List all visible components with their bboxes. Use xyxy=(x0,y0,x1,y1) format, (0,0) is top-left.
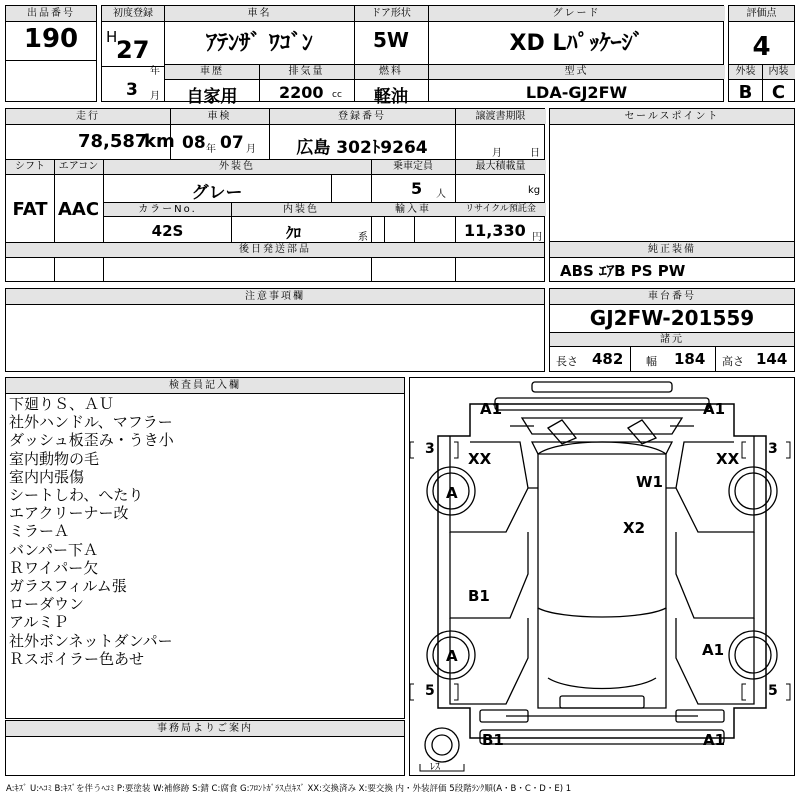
aircon-value: AAC xyxy=(57,199,100,220)
load-unit: kg xyxy=(528,185,541,196)
month-value: 3 xyxy=(126,80,138,100)
tire-depth-front-left: 3 xyxy=(425,441,435,457)
inspection-year-unit: 年 xyxy=(206,144,216,155)
lot-number-label: 出品番号 xyxy=(6,6,96,22)
note-line: Ｒスポイラー色あせ xyxy=(9,649,145,668)
tire-depth-rear-left: 5 xyxy=(425,683,435,699)
month-unit: 月 xyxy=(150,91,160,102)
transfer-label: 譲渡書期限 xyxy=(455,109,546,124)
width-label: 幅 xyxy=(646,355,657,368)
note-line: 室内内張傷 xyxy=(9,467,85,486)
code-fender-right: XX xyxy=(716,450,740,468)
type-label: 型式 xyxy=(428,65,725,79)
displacement-label: 排気量 xyxy=(259,65,354,79)
code-front-left: A1 xyxy=(480,400,503,418)
legend-text: A:ｷｽﾞ U:ﾍｺﾐ B:ｷｽﾞを伴うﾍｺﾐ P:要塗装 W:補修跡 S:錆 C:腐食 G:ﾌﾛﾝﾄｶﾞﾗｽ点ｷｽﾞ XX:交換済み X:要交換 内・外装評価 5段階ﾗﾝｸ順(A・B・C・D・E) 1 xyxy=(6,784,572,794)
inspector-notes-box xyxy=(5,377,405,719)
plate-label: 登録番号 xyxy=(269,109,455,124)
interior-score-label: 内装 xyxy=(762,65,795,79)
inspection-month: 07 xyxy=(220,133,244,153)
code-wheel-rear-left: A xyxy=(446,647,458,665)
shift-label: シフト xyxy=(6,160,54,174)
length-value: 482 xyxy=(592,350,624,368)
score-box xyxy=(728,5,795,102)
caution-label: 注意事項欄 xyxy=(6,289,544,305)
color-number-label: カラーNo. xyxy=(104,203,231,216)
displacement-unit: cc xyxy=(332,90,342,100)
equipment-label: 純正装備 xyxy=(550,242,794,258)
plate-value: 広島 302ﾄ9264 xyxy=(296,138,428,158)
mileage-value: 78,587 xyxy=(78,131,148,152)
exterior-color-label: 外装色 xyxy=(103,160,371,174)
load-label: 最大積載量 xyxy=(455,160,546,174)
sales-point-box xyxy=(549,108,795,242)
capacity-label: 乗車定員 xyxy=(371,160,455,174)
code-door-left: B1 xyxy=(468,587,490,605)
note-line: エアクリーナー改 xyxy=(9,504,129,523)
type-value: LDA-GJ2FW xyxy=(525,83,628,102)
mileage-unit: km xyxy=(144,131,175,152)
code-rear-right: A1 xyxy=(703,731,726,749)
lot-number: 190 xyxy=(23,24,79,54)
equipment-box xyxy=(549,241,795,282)
equipment-value: ABS ｴｱB PS PW xyxy=(560,262,686,280)
code-quarter-right: A1 xyxy=(702,641,725,659)
lot-number-blank xyxy=(5,60,97,102)
model-name: ｱﾃﾝｻﾞ ﾜｺﾞﾝ xyxy=(206,31,313,56)
grade-label: グレード xyxy=(428,6,725,21)
exterior-score-value: B xyxy=(738,82,753,103)
interior-color-unit: 系 xyxy=(358,232,368,243)
lot-number-box xyxy=(5,5,97,61)
year-value: 27 xyxy=(116,36,150,64)
transfer-month-unit: 月 xyxy=(492,148,502,159)
chassis-box xyxy=(549,288,795,372)
specs-label: 諸元 xyxy=(550,333,794,346)
code-windshield: W1 xyxy=(636,473,663,491)
fuel-value: 軽油 xyxy=(374,87,408,107)
note-line: アルミＰ xyxy=(9,613,69,632)
era-value: H xyxy=(106,28,118,46)
note-line: 社外ハンドル、マフラー xyxy=(9,413,173,432)
note-line: Ｒワイパー欠 xyxy=(9,558,99,577)
exterior-score-label: 外装 xyxy=(729,65,762,79)
inspection-label: 車検 xyxy=(170,109,269,124)
score-value: 4 xyxy=(752,32,771,62)
door-shape-value: 5W xyxy=(373,28,409,52)
recycle-value: 11,330 xyxy=(464,221,526,240)
office-notice-label: 事務局よりご案内 xyxy=(6,721,404,737)
height-label: 高さ xyxy=(722,355,744,368)
interior-color-label: 内装色 xyxy=(231,203,371,216)
exterior-color-value: グレー xyxy=(191,183,243,203)
aircon-label: エアコン xyxy=(54,160,103,174)
import-label: 輸入車 xyxy=(371,203,455,216)
note-line: ガラスフィルム張 xyxy=(9,577,127,596)
interior-score-value: C xyxy=(771,82,786,103)
grade-value: XD Lﾊﾟｯｹｰｼﾞ xyxy=(509,31,644,56)
recycle-label: リサイクル預託金 xyxy=(455,203,546,216)
capacity-unit: 人 xyxy=(436,189,446,200)
vehicle-info-box xyxy=(164,5,724,107)
inspector-notes-label: 検査員記入欄 xyxy=(6,378,404,394)
first-registration-label: 初度登録 xyxy=(102,6,164,22)
fuel-label: 燃料 xyxy=(354,65,428,79)
sales-point-label: セールスポイント xyxy=(550,109,794,125)
note-line: 社外ボンネットダンパー xyxy=(9,631,173,650)
damage-diagram xyxy=(409,377,795,776)
note-line: 室内動物の毛 xyxy=(9,449,100,468)
caution-box xyxy=(5,288,545,372)
later-parts-label: 後日発送部品 xyxy=(6,243,544,257)
inspector-notes-list xyxy=(9,395,174,668)
note-line: バンパー下Ａ xyxy=(9,540,98,559)
code-fender-left: XX xyxy=(468,450,492,468)
first-registration-box xyxy=(101,5,165,102)
tire-depth-front-right: 3 xyxy=(768,441,778,457)
shift-value: FAT xyxy=(12,199,48,220)
score-label: 評価点 xyxy=(729,6,794,22)
note-line: ミラーＡ xyxy=(9,522,70,541)
recycle-unit: 円 xyxy=(532,232,542,243)
interior-color-value: ｸﾛ xyxy=(285,224,301,242)
office-notice-box xyxy=(5,720,405,776)
tire-depth-rear-right: 5 xyxy=(768,683,778,699)
year-unit: 年 xyxy=(150,66,160,77)
chassis-value: GJ2FW-201559 xyxy=(589,306,755,330)
note-line: 下廻りＳ、ＡＵ xyxy=(9,395,115,413)
width-value: 184 xyxy=(674,350,706,368)
code-front-right: A1 xyxy=(703,400,726,418)
color-number-value: 42S xyxy=(151,222,184,240)
code-wheel-front-left: A xyxy=(446,484,458,502)
height-value: 144 xyxy=(756,350,788,368)
displacement-value: 2200 xyxy=(279,83,324,102)
transfer-day-unit: 日 xyxy=(530,148,540,159)
chassis-label: 車台番号 xyxy=(550,289,794,305)
capacity-value: 5 xyxy=(411,179,423,198)
history-value: 自家用 xyxy=(186,87,238,107)
history-label: 車歴 xyxy=(165,65,259,79)
note-line: ローダウン xyxy=(9,595,85,614)
inspection-month-unit: 月 xyxy=(246,144,256,155)
code-roof: X2 xyxy=(623,519,646,537)
note-line: ダッシュ板歪み・うき小 xyxy=(9,431,174,450)
details-table xyxy=(5,108,545,282)
door-shape-label: ドア形状 xyxy=(354,6,428,21)
spare-tire-label: ﾚｽ xyxy=(430,762,440,773)
code-rear-left: B1 xyxy=(482,731,504,749)
inspection-year: 08 xyxy=(182,133,206,153)
model-name-label: 車名 xyxy=(165,6,354,21)
length-label: 長さ xyxy=(556,355,578,368)
mileage-label: 走行 xyxy=(6,109,170,124)
note-line: シートしわ、へたり xyxy=(9,486,144,505)
